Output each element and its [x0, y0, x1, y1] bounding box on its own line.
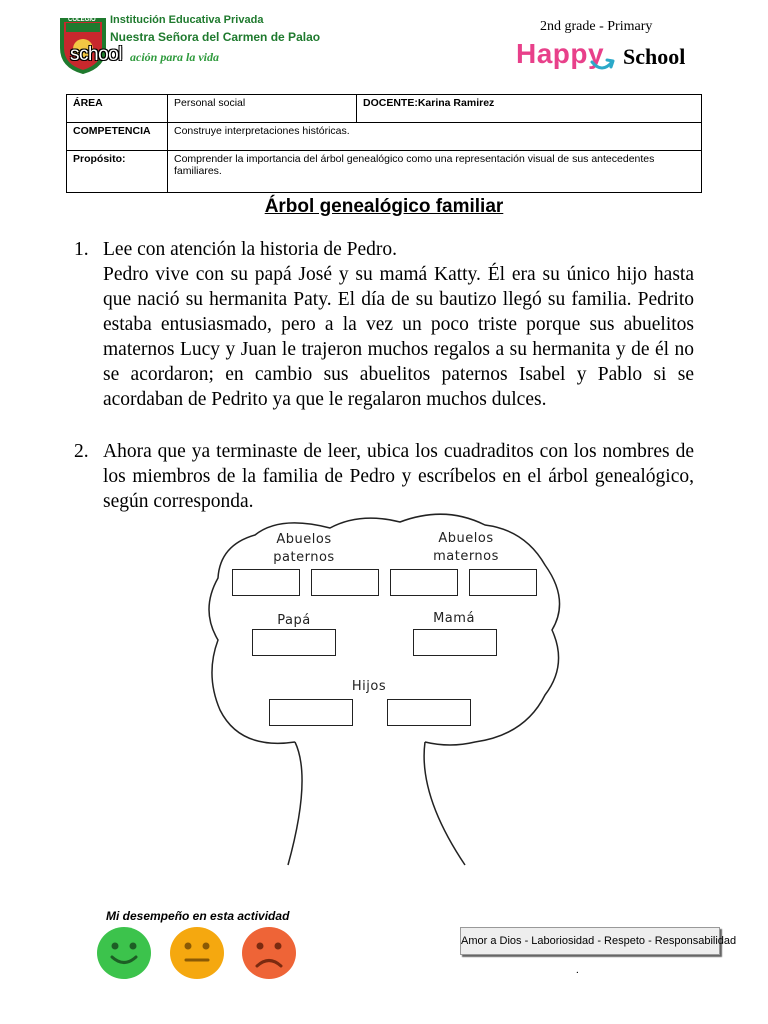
footer-dot: . [576, 964, 579, 976]
story-text: Pedro vive con su papá José y su mamá Katty. Él era su único hijo hasta que nació su hermanita Paty. El día de su bautizo llegó su familia. Pedrito estaba entusiasmado, pero a la vez un poco triste porque sus abuelitos maternos Lucy y Juan le trajeron muchos regalos a su hermanita y de él no se acordaron; en cambio sus abuelitos paternos Isabel y Pablo si se acordaban de Pedrito ya que le regalaron muchos dulces. [103, 264, 694, 410]
institution-name: Nuestra Señora del Carmen de Palao [110, 30, 321, 44]
logo-badge-text: COLEGIO [68, 17, 96, 23]
instruction-text: Lee con atención la historia de Pedro. [103, 239, 398, 260]
sad-face-icon[interactable] [241, 926, 297, 980]
smile-arrow-icon [590, 58, 616, 78]
dad-box[interactable] [252, 629, 336, 656]
brand-happy: Happy [516, 38, 605, 69]
paternal-grandparent-box-1[interactable] [232, 569, 300, 596]
instruction-2 [74, 439, 694, 514]
maternal-grandparent-box-2[interactable] [469, 569, 537, 596]
brand-school: School [623, 44, 686, 69]
instruction-text: Ahora que ya terminaste de leer, ubica los cuadraditos con los nombres de los miembros de la familia de Pedro y escríbelos en el árbol genealógico, según corresponda. [103, 441, 694, 512]
competencia-label: COMPETENCIA [67, 123, 168, 151]
mom-box[interactable] [413, 629, 497, 656]
label-dad: Papá [277, 613, 311, 628]
label-paternal-grandparents: Abuelos paternos [273, 532, 335, 565]
page-title: Árbol genealógico familiar [264, 196, 504, 217]
label-maternal-grandparents: Abuelos maternos [433, 531, 499, 564]
maternal-grandparent-box-1[interactable] [390, 569, 458, 596]
performance-title: Mi desempeño en esta actividad [106, 909, 290, 923]
teacher-name: DOCENTE:Karina Ramirez [357, 95, 702, 123]
school-motto: ación para la vida [130, 50, 219, 64]
area-value: Personal social [168, 95, 357, 123]
proposito-value: Comprender la importancia del árbol genealógico como una representación visual de sus antecedentes familiares. [168, 151, 702, 193]
instruction-number: 2. [74, 441, 89, 462]
competencia-value: Construye interpretaciones históricas. [168, 123, 702, 151]
tree-trunk-right [424, 742, 465, 865]
label-mom: Mamá [433, 611, 475, 626]
child-box-2[interactable] [387, 699, 471, 726]
school-values-banner: Amor a Dios - Laboriosidad - Respeto - Responsabilidad [460, 927, 720, 955]
info-table [66, 94, 702, 193]
proposito-label: Propósito: [67, 151, 168, 193]
instruction-1 [74, 237, 694, 412]
label-children: Hijos [351, 679, 387, 694]
logo-school-word: school [70, 44, 122, 65]
institution-type: Institución Educativa Privada [110, 14, 264, 26]
paternal-grandparent-box-2[interactable] [311, 569, 379, 596]
grade-label: 2nd grade - Primary [540, 19, 653, 34]
tree-trunk-left [288, 742, 302, 865]
happy-face-icon[interactable] [96, 926, 152, 980]
area-label: ÁREA [67, 95, 168, 123]
neutral-face-icon[interactable] [169, 926, 225, 980]
school-logo [58, 12, 321, 78]
child-box-1[interactable] [269, 699, 353, 726]
instruction-number: 1. [74, 239, 89, 260]
